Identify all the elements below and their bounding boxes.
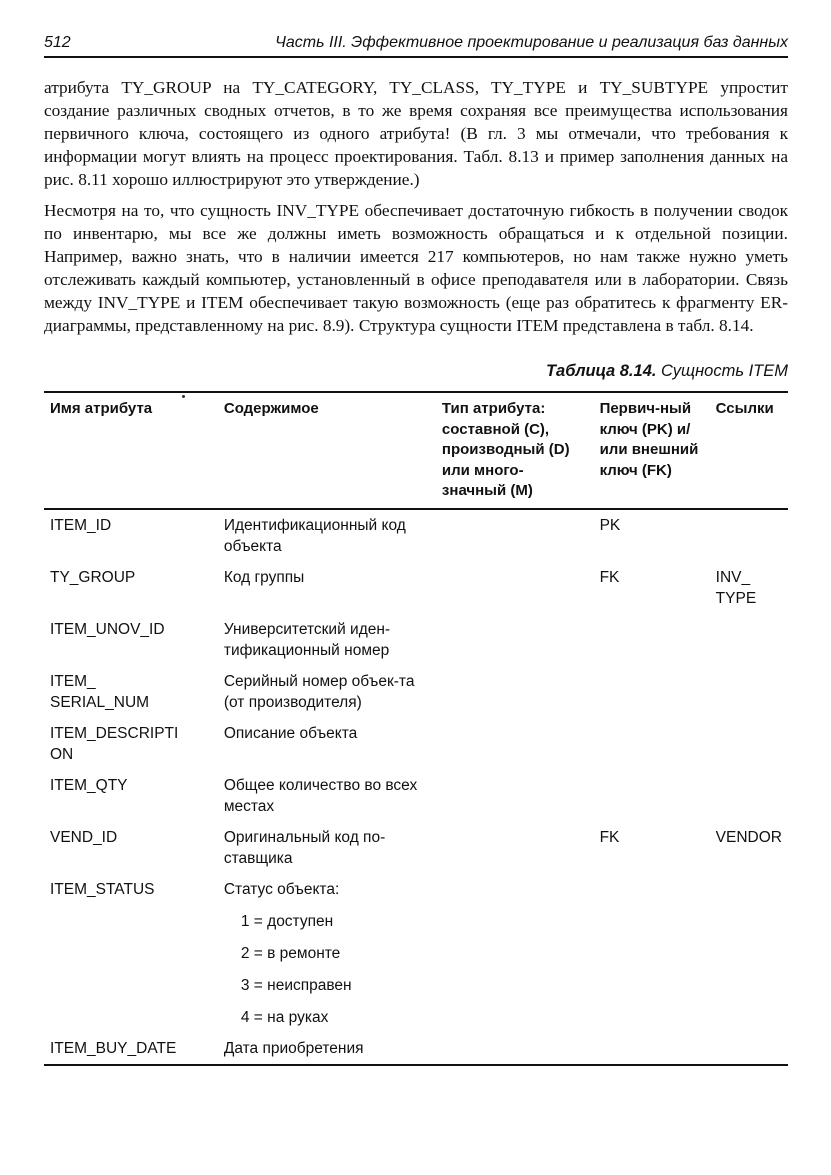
table-caption: [44, 362, 788, 381]
cell-ref: [710, 1033, 788, 1065]
table-row: [44, 874, 788, 1033]
cell-name: TY_GROUP: [50, 568, 136, 586]
column-header-references: Ссылки: [710, 392, 788, 509]
name-text: ITEM_ SERIAL_NUM: [50, 672, 150, 711]
name-text: ITEM_DESCRIPTI ON: [50, 724, 179, 763]
cell-key: [594, 614, 710, 666]
book-page: [44, 34, 788, 1066]
table-row: [44, 718, 788, 770]
cell-type: [436, 718, 594, 770]
table-row: [44, 614, 788, 666]
item-entity-table: [44, 391, 788, 1066]
cell-type: [436, 666, 594, 718]
chapter-title: Часть III. Эффективное проектирование и реализация баз данных: [275, 34, 788, 51]
cell-type: [436, 1033, 594, 1065]
table-caption-title: Сущность ITEM: [661, 362, 788, 380]
cell-ref: [710, 562, 788, 614]
cell-name: ITEM_STATUS: [50, 880, 155, 898]
table-row: [44, 562, 788, 614]
cell-type: [436, 822, 594, 874]
cell-ref: [710, 770, 788, 822]
table-row: [44, 666, 788, 718]
cell-key: [594, 770, 710, 822]
cell-name: ITEM_BUY_DATE: [44, 1033, 218, 1065]
cell-ref: [710, 509, 788, 562]
table-row: [44, 822, 788, 874]
table-caption-number: Таблица 8.14.: [545, 362, 657, 380]
status-value: 2 = в ремонте: [240, 944, 341, 962]
table-row: [44, 509, 788, 562]
table-row: [44, 770, 788, 822]
cell-content: Общее количество во всех местах: [223, 776, 418, 815]
cell-content: [218, 874, 436, 1033]
cell-content: Оригинальный код по-ставщика: [223, 828, 386, 867]
cell-content: Идентификационный код объекта: [223, 516, 406, 555]
status-caption: Статус объекта:: [223, 880, 340, 898]
table-row: [44, 1033, 788, 1065]
ref-text: INV_ TYPE: [715, 568, 757, 607]
cell-name: [44, 718, 218, 770]
cell-key: [594, 666, 710, 718]
cell-ref: [710, 666, 788, 718]
cell-type: [436, 614, 594, 666]
cell-key: [594, 718, 710, 770]
table-header-row: [44, 392, 788, 509]
status-value: 3 = неисправен: [240, 976, 352, 994]
column-header-attribute-name: Имя атрибута: [44, 392, 218, 509]
stray-dot: [182, 395, 185, 398]
cell-type: [436, 874, 594, 1033]
cell-key: [594, 874, 710, 1033]
cell-name: ITEM_UNOV_ID: [50, 620, 165, 638]
cell-content: Код группы: [223, 568, 305, 586]
cell-type: [436, 509, 594, 562]
cell-name: [44, 666, 218, 718]
cell-content: Серийный номер объек-та (от производителя): [223, 672, 415, 711]
cell-key: [594, 1033, 710, 1065]
cell-name: VEND_ID: [50, 828, 118, 846]
paragraph-1: атрибута TY_GROUP на TY_CATEGORY, TY_CLASS, TY_TYPE и TY_SUBTYPE упростит создание различных сводных отчетов, в то же время сохраняя все преимущества использования первичного ключа, состоящего из одного атрибута! (В гл. 3 мы отмечали, что требования к информации могут влиять на процесс проектирования. Табл. 8.13 и пример заполнения данных на рис. 8.11 хорошо иллюстрируют это утверждение.): [44, 78, 788, 189]
cell-key: FK: [599, 568, 620, 586]
cell-ref: [710, 718, 788, 770]
cell-content: Описание объекта: [223, 724, 358, 742]
cell-name: ITEM_QTY: [50, 776, 128, 794]
paragraph-2: Несмотря на то, что сущность INV_TYPE обеспечивает достаточную гибкость в получении сводок по инвентарю, мы все же должны иметь возможность обращаться и к отдельной позиции. Например, важно знать, что в наличии имеется 217 компьютеров, но нам также нужно уметь отслеживать каждый компьютер, установленный в офисе преподавателя или в лаборатории. Связь между INV_TYPE и ITEM обеспечивает такую возможность (еще раз обратитесь к фрагменту ER-диаграммы, представленному на рис. 8.9). Структура сущности ITEM представлена в табл. 8.14.: [44, 201, 788, 335]
cell-type: [436, 562, 594, 614]
cell-key: FK: [599, 828, 620, 846]
page-number: 512: [44, 34, 71, 51]
running-head: [44, 34, 788, 58]
cell-name: ITEM_ID: [50, 516, 112, 534]
column-header-attribute-type: Тип атрибута: составной (С), производный (D) или много-значный (М): [436, 392, 594, 509]
cell-ref: [710, 874, 788, 1033]
column-header-content: Содержимое: [218, 392, 436, 509]
column-header-key: Первич-ный ключ (PK) и/или внешний ключ (FK): [594, 392, 710, 509]
cell-content: Университетский иден-тификационный номер: [223, 620, 391, 659]
cell-type: [436, 770, 594, 822]
status-value: 4 = на руках: [240, 1008, 329, 1026]
cell-ref: [710, 614, 788, 666]
status-list: [224, 911, 430, 1028]
cell-content: Дата приобретения: [218, 1033, 436, 1065]
status-value: 1 = доступен: [240, 912, 334, 930]
cell-key: PK: [599, 516, 621, 534]
cell-ref: VENDOR: [715, 828, 782, 846]
